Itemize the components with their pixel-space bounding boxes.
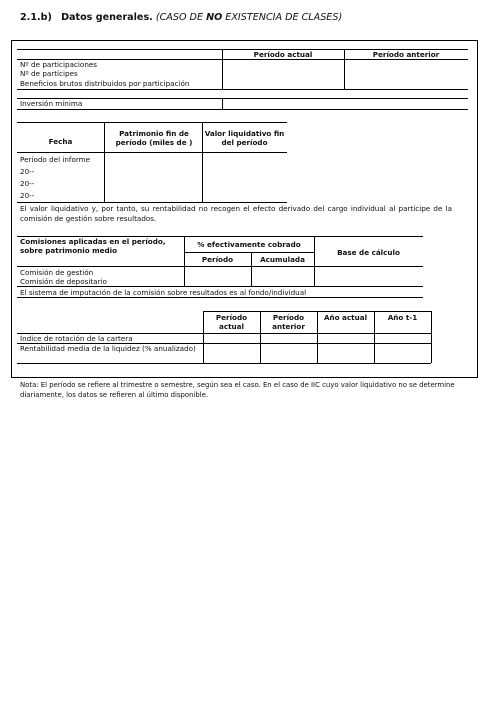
row-year-3: 20-- bbox=[20, 191, 35, 200]
col-base-calculo: Base de cálculo bbox=[337, 248, 400, 257]
row-indice-rotacion: Índice de rotación de la cartera bbox=[20, 334, 133, 343]
section-subtitle: (CASO DE NO EXISTENCIA DE CLASES) bbox=[155, 12, 343, 23]
col-ano-actual: Año actual bbox=[323, 313, 368, 322]
row-num-participes: Nº de partícipes bbox=[20, 69, 78, 78]
rentabilidad-paragraph: El valor liquidativo y, por tanto, su rentabilidad no recogen el efecto derivado del cargo individual al partícipe de la comisión de gestión sobre resultados. bbox=[20, 204, 452, 223]
col-ano-t1: Año t-1 bbox=[387, 313, 418, 322]
row-num-participaciones: Nº de participaciones bbox=[20, 60, 98, 69]
col-periodo-actual-4: Período actual bbox=[215, 313, 248, 331]
row-year-1: 20-- bbox=[20, 167, 35, 176]
section-number: 2.1.b) bbox=[20, 12, 52, 23]
col-periodo: Período bbox=[201, 255, 234, 264]
sistema-imputacion-text: El sistema de imputación de la comisión sobre resultados es al fondo/individual bbox=[20, 288, 307, 297]
row-beneficios: Beneficios brutos distribuidos por participación bbox=[20, 79, 190, 88]
row-comision-depositario: Comisión de depositario bbox=[20, 277, 107, 286]
col-efectivamente-cobrado: % efectivamente cobrado bbox=[197, 240, 301, 249]
row-periodo-informe: Período del informe bbox=[20, 155, 91, 164]
row-comision-gestion: Comisión de gestión bbox=[20, 268, 94, 277]
col-patrimonio: Patrimonio fin de período (miles de ) bbox=[115, 129, 193, 147]
general-data-frame bbox=[11, 40, 478, 378]
row-rentabilidad-liquidez: Rentabilidad media de la liquidez (% anualizado) bbox=[20, 344, 196, 353]
col-comisiones: Comisiones aplicadas en el período, sobre patrimonio medio bbox=[20, 237, 166, 255]
col-periodo-anterior-4: Período anterior bbox=[272, 313, 305, 331]
row-inversion-minima: Inversión mínima bbox=[20, 99, 83, 108]
row-year-2: 20-- bbox=[20, 179, 35, 188]
col-fecha: Fecha bbox=[48, 137, 73, 146]
col-periodo-actual: Período actual bbox=[253, 50, 313, 59]
col-acumulada: Acumulada bbox=[260, 255, 305, 264]
section-heading: Datos generales. bbox=[61, 12, 153, 23]
col-valor-liquidativo: Valor liquidativo fin del período bbox=[204, 129, 285, 147]
footnote: Nota: El período se refiere al trimestre o semestre, según sea el caso. En el caso de IIC cuyo valor liquidativo no se determine diariamente, los datos se refieren al último disponible. bbox=[20, 381, 455, 399]
section-title bbox=[20, 12, 342, 23]
col-periodo-anterior: Período anterior bbox=[372, 50, 440, 59]
